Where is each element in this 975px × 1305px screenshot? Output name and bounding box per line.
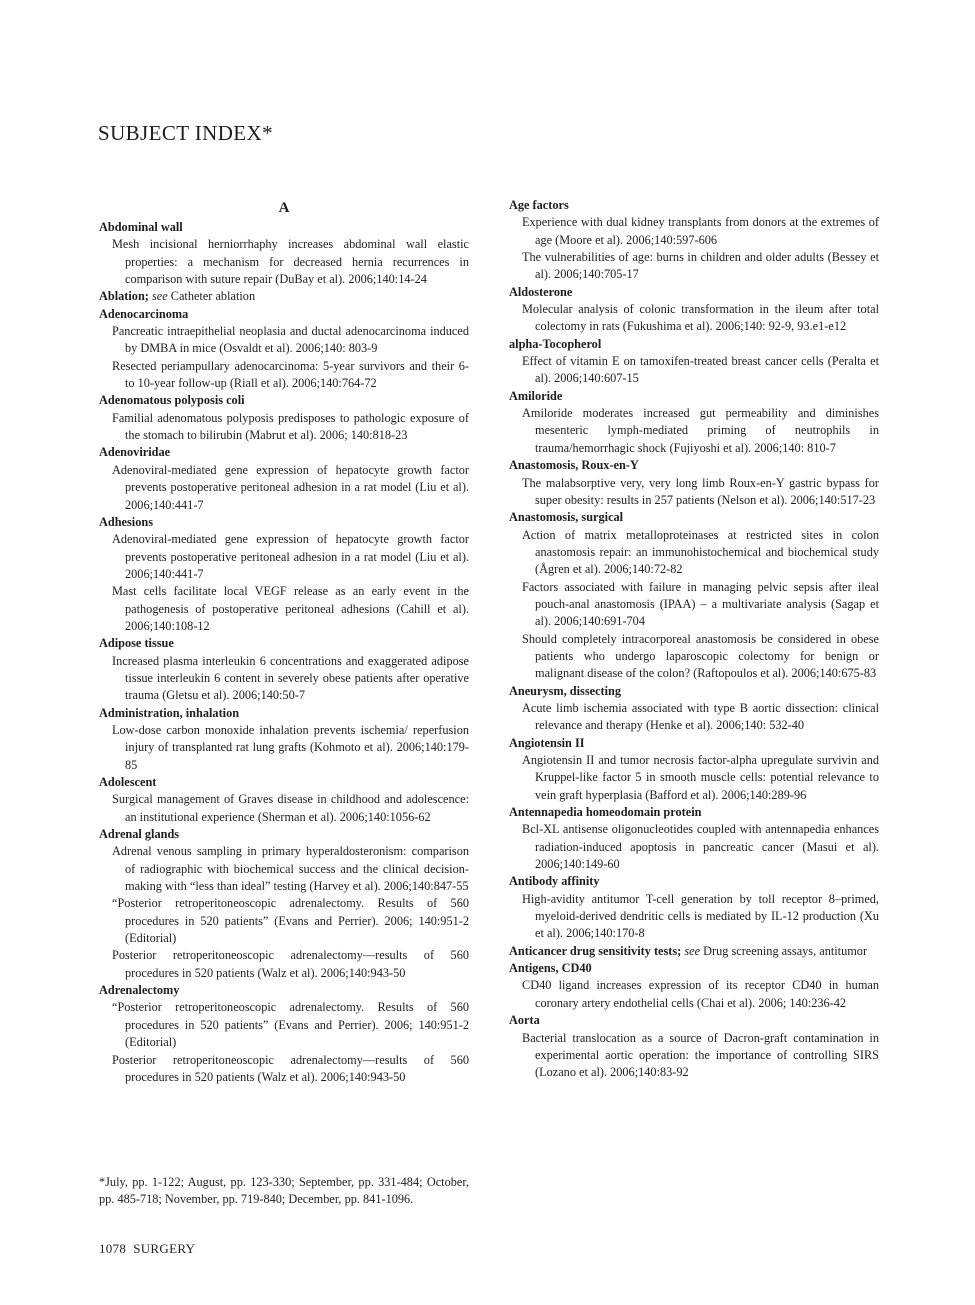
index-heading — [509, 943, 879, 960]
page-footer — [99, 1241, 195, 1257]
index-heading-term: Anastomosis, surgical — [509, 510, 624, 525]
index-entry: Adenoviral-mediated gene expression of hepatocyte growth factor prevents postoperative peritoneal adhesion in a rat model (Liu et al). 2006;140:441-7 — [112, 532, 469, 581]
index-entry: Amiloride moderates increased gut permeability and diminishes mesenteric lymph-mediated priming of neutrophils in trauma/hemorrhagic shock (Fujiyoshi et al). 2006;140: 810-7 — [522, 406, 879, 455]
index-entry: High-avidity antitumor T-cell generation by toll receptor 8–primed, myeloid-derived dendritic cells is mediated by IL-12 production (Xu et al). 2006;140:170-8 — [522, 891, 879, 941]
index-entry: Familial adenomatous polyposis predisposes to pathologic exposure of the stomach to bilirubin (Mabrut et al). 2006; 140:818-23 — [112, 410, 469, 443]
see-word: see — [151, 289, 168, 304]
index-heading — [99, 982, 469, 999]
index-heading-term: alpha-Tocopherol — [509, 336, 602, 351]
index-heading — [509, 683, 879, 700]
index-heading-term: Aorta — [509, 1013, 540, 1028]
see-reference — [681, 944, 867, 958]
index-heading — [509, 336, 879, 353]
see-target: Drug screening assays, antitumor — [703, 943, 868, 958]
right-index-column — [509, 197, 879, 1082]
footnote: *July, pp. 1-122; August, pp. 123-330; September, pp. 331-484; October, pp. 485-718; November, pp. 719-840; December, pp. 841-1096. — [99, 1175, 469, 1207]
index-heading — [509, 457, 879, 474]
index-heading-term: Abdominal wall — [99, 220, 183, 234]
journal-name: SURGERY — [133, 1241, 196, 1256]
index-entry: Acute limb ischemia associated with type B aortic dissection: clinical relevance and therapy (Henke et al). 2006;140: 532-40 — [522, 700, 879, 733]
index-heading — [509, 873, 879, 890]
index-heading-term: Anticancer drug sensitivity tests; — [509, 943, 682, 958]
index-entry: Action of matrix metalloproteinases at restricted sites in colon anastomosis repair: an immunohistochemical and biochemical study (Ågren et al). 2006;140:72-82 — [522, 527, 879, 577]
index-entry: Bcl-XL antisense oligonucleotides coupled with antennapedia enhances radiation-induced apoptosis in pancreatic cancer (Masui et al). 2006;140:149-60 — [522, 822, 879, 872]
index-heading-term: Adrenalectomy — [99, 983, 180, 998]
index-heading-term: Adenoviridae — [99, 445, 171, 460]
index-entry: Adenoviral-mediated gene expression of hepatocyte growth factor prevents postoperative peritoneal adhesion in a rat model (Liu et al). 2006;140:441-7 — [112, 462, 469, 512]
index-heading-term: Aldosterone — [509, 284, 573, 299]
index-heading-term: Administration, inhalation — [99, 705, 240, 720]
index-entry: Low-dose carbon monoxide inhalation prevents ischemia/ reperfusion injury of transplanted rat lung grafts (Kohmoto et al). 2006;140:179-85 — [112, 722, 469, 772]
index-entry: Factors associated with failure in managing pelvic sepsis after ileal pouch-anal anastomosis (IPAA) – a multivariate analysis (Sagap et al). 2006;140:691-704 — [522, 579, 879, 629]
index-heading — [99, 306, 469, 323]
index-entry: Adrenal venous sampling in primary hyperaldosteronism: comparison of radiographic with biochemical success and the clinical decision-making with “less than ideal” testing (Harvey et al). 2006;140:847-55 — [112, 844, 469, 894]
index-heading — [509, 388, 879, 405]
page-title: SUBJECT INDEX* — [98, 121, 273, 145]
index-heading — [509, 960, 879, 977]
index-entry: The vulnerabilities of age: burns in children and older adults (Bessey et al). 2006;140:705-17 — [522, 250, 879, 282]
index-heading-term: Antibody affinity — [509, 874, 600, 889]
index-heading — [99, 774, 469, 791]
index-heading-term: Adolescent — [99, 775, 157, 789]
index-entry: Angiotensin II and tumor necrosis factor-alpha upregulate survivin and Kruppel-like factor 5 in smooth muscle cells: potential relevance to vein graft hyperplasia (Bafford et al). 2006;140:289-96 — [522, 753, 879, 802]
index-entry: Resected periampullary adenocarcinoma: 5-year survivors and their 6- to 10-year follow-up (Riall et al). 2006;140:764-72 — [112, 358, 469, 391]
index-entry: Surgical management of Graves disease in childhood and adolescence: an institutional experience (Sherman et al). 2006;140:1056-62 — [112, 792, 469, 824]
index-entry: Mesh incisional herniorrhaphy increases abdominal wall elastic properties: a mechanism for decreased hernia recurrences in comparison with suture repair (DuBay et al). 2006;140:14-24 — [112, 237, 469, 287]
index-heading-term: Antennapedia homeodomain protein — [509, 805, 702, 820]
index-heading-term: Adhesions — [99, 514, 153, 529]
see-word: see — [684, 943, 701, 958]
index-entry: “Posterior retroperitoneoscopic adrenalectomy. Results of 560 procedures in 520 patients” (Evans and Perrier). 2006; 140:951-2 (Editorial) — [112, 1000, 469, 1050]
index-heading-term: Adrenal glands — [99, 827, 180, 842]
index-heading — [99, 219, 469, 236]
index-heading — [509, 509, 879, 526]
index-entry: Mast cells facilitate local VEGF release as an early event in the pathogenesis of postoperative peritoneal adhesions (Cahill et al). 2006;140:108-12 — [112, 584, 469, 633]
page-number: 1078 — [99, 1241, 127, 1256]
index-heading-term: Ablation; — [99, 289, 149, 304]
right-index-entries — [509, 197, 879, 1082]
index-heading — [99, 288, 469, 305]
see-reference — [149, 289, 255, 303]
index-entry: Pancreatic intraepithelial neoplasia and ductal adenocarcinoma induced by DMBA in mice (Osvaldt et al). 2006;140: 803-9 — [112, 324, 469, 356]
index-entry: Experience with dual kidney transplants from donors at the extremes of age (Moore et al). 2006;140:597-606 — [522, 215, 879, 247]
index-heading-term: Aneurysm, dissecting — [509, 683, 622, 698]
index-heading — [509, 197, 879, 214]
index-heading-term: Anastomosis, Roux-en-Y — [509, 458, 639, 473]
index-heading-term: Adipose tissue — [99, 636, 174, 651]
index-entry: Effect of vitamin E on tamoxifen-treated breast cancer cells (Peralta et al). 2006;140:607-15 — [522, 354, 879, 386]
index-heading — [99, 514, 469, 531]
index-entry: Posterior retroperitoneoscopic adrenalectomy—results of 560 procedures in 520 patients (Walz et al). 2006;140:943-50 — [112, 1052, 469, 1084]
index-heading-term: Age factors — [509, 198, 569, 212]
index-heading — [99, 444, 469, 461]
index-heading — [509, 735, 879, 752]
index-entry: Should completely intracorporeal anastomosis be considered in obese patients who undergo laparoscopic colectomy for benign or malignant disease of the colon? (Raftopoulos et al). 2006;140:675-83 — [522, 631, 879, 681]
index-heading-term: Angiotensin II — [509, 735, 585, 750]
see-target: Catheter ablation — [170, 289, 256, 304]
index-entry: Increased plasma interleukin 6 concentrations and exaggerated adipose tissue interleukin 6 content in severely obese patients after operative trauma (Gletsu et al). 2006;140:50-7 — [112, 653, 469, 703]
index-entry: Bacterial translocation as a source of Dacron-graft contamination in experimental aortic operation: the importance of controlling SIRS (Lozano et al). 2006;140:83-92 — [522, 1030, 879, 1080]
index-heading-term: Adenomatous polyposis coli — [99, 393, 245, 408]
index-heading — [509, 1012, 879, 1029]
index-heading — [99, 635, 469, 652]
index-entry: Posterior retroperitoneoscopic adrenalectomy—results of 560 procedures in 520 patients (Walz et al). 2006;140:943-50 — [112, 948, 469, 980]
left-index-column — [99, 197, 469, 1086]
section-letter: A — [278, 200, 290, 216]
index-heading — [99, 826, 469, 843]
index-heading — [99, 392, 469, 409]
index-heading — [99, 705, 469, 722]
index-heading-term: Adenocarcinoma — [99, 306, 189, 321]
index-entry: The malabsorptive very, very long limb Roux-en-Y gastric bypass for super obesity: results in 257 patients (Nelson et al). 2006;140:517-23 — [522, 475, 879, 507]
index-heading-term: Antigens, CD40 — [509, 961, 592, 976]
index-heading — [509, 284, 879, 301]
index-heading-term: Amiloride — [509, 388, 563, 403]
index-heading — [509, 804, 879, 821]
index-entry: “Posterior retroperitoneoscopic adrenalectomy. Results of 560 procedures in 520 patients” (Evans and Perrier). 2006; 140:951-2 (Editorial) — [112, 896, 469, 946]
index-entry: CD40 ligand increases expression of its receptor CD40 in human coronary artery endothelial cells (Chai et al). 2006; 140:236-42 — [522, 978, 879, 1010]
left-index-entries — [99, 219, 469, 1086]
index-entry: Molecular analysis of colonic transformation in the ileum after total colectomy in rats (Fukushima et al). 2006;140: 92-9, 93.e1-e12 — [522, 302, 879, 334]
